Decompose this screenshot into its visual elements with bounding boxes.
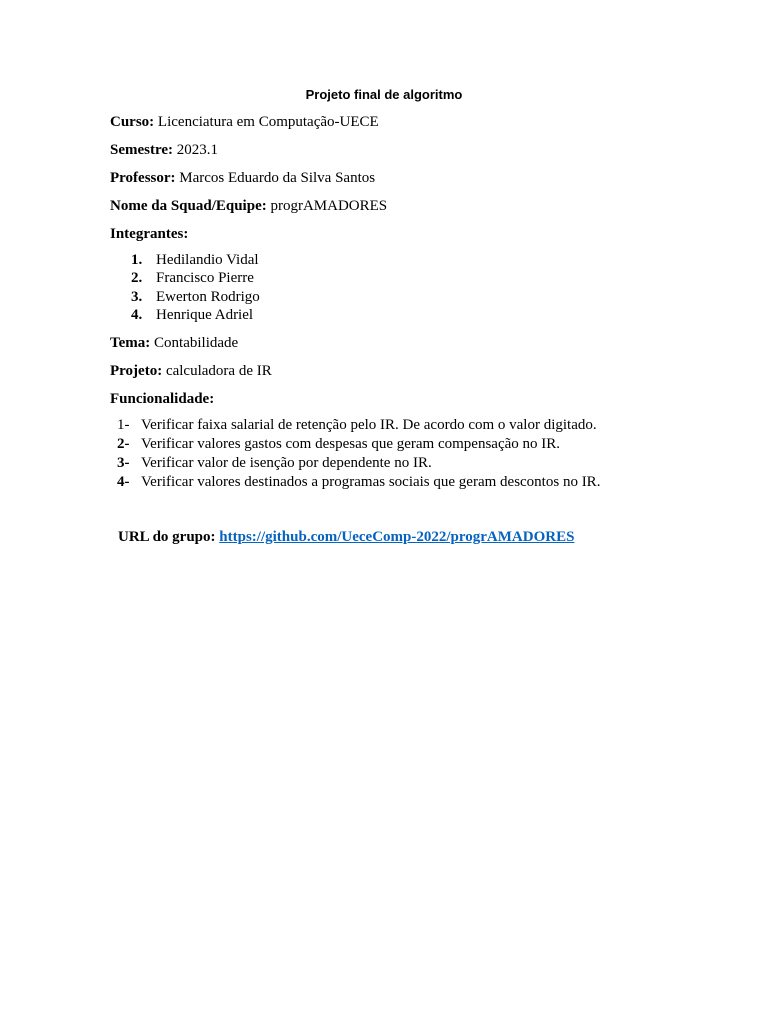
- integrantes-list: [131, 251, 260, 324]
- list-item-number: 2-: [117, 436, 130, 452]
- squad-value: progrAMADORES: [270, 198, 388, 214]
- member-name: Ewerton Rodrigo: [156, 288, 260, 305]
- curso-label: Curso:: [110, 114, 155, 130]
- member-name: Hedilandio Vidal: [156, 252, 259, 268]
- funcionalidade-heading: [110, 389, 214, 409]
- professor-field: [110, 168, 375, 188]
- url-field: [118, 527, 574, 547]
- tema-label: Tema:: [110, 335, 151, 351]
- list-item-number: 2.: [131, 270, 143, 287]
- professor-value: Marcos Eduardo da Silva Santos: [179, 170, 376, 186]
- semestre-field: [110, 140, 218, 160]
- projeto-field: [110, 361, 272, 381]
- list-item-number: 1.: [131, 252, 143, 268]
- feature-text: Verificar faixa salarial de retenção pelo IR. De acordo com o valor digitado.: [141, 417, 597, 433]
- tema-value: Contabilidade: [154, 335, 239, 351]
- list-item: [131, 269, 260, 287]
- url-label: URL do grupo:: [118, 529, 216, 545]
- list-item-number: 3.: [131, 288, 143, 305]
- list-item: [117, 454, 600, 473]
- funcionalidade-label: Funcionalidade:: [110, 391, 215, 407]
- integrantes-label: Integrantes:: [110, 226, 189, 242]
- feature-text: Verificar valor de isenção por dependente no IR.: [141, 455, 432, 471]
- squad-field: [110, 196, 387, 216]
- funcionalidade-list: [117, 416, 600, 492]
- list-item: [117, 416, 600, 435]
- list-item: [131, 306, 260, 324]
- projeto-label: Projeto:: [110, 363, 163, 379]
- feature-text: Verificar valores gastos com despesas que geram compensação no IR.: [141, 436, 561, 452]
- projeto-value: calculadora de IR: [165, 363, 272, 379]
- member-name: Henrique Adriel: [156, 306, 254, 323]
- list-item-number: 4-: [117, 474, 130, 490]
- list-item: [131, 251, 260, 269]
- member-name: Francisco Pierre: [156, 270, 254, 287]
- squad-label: Nome da Squad/Equipe:: [110, 198, 267, 214]
- curso-field: [110, 112, 379, 132]
- feature-text: Verificar valores destinados a programas sociais que geram descontos no IR.: [141, 474, 601, 490]
- list-item: [117, 473, 600, 492]
- document-title: Projeto final de algoritmo: [305, 87, 463, 102]
- curso-value: Licenciatura em Computação-UECE: [157, 114, 379, 130]
- list-item-number: 1-: [117, 417, 130, 433]
- list-item: [131, 288, 260, 306]
- tema-field: [110, 333, 238, 353]
- list-item-number: 4.: [131, 306, 143, 323]
- list-item: [117, 435, 600, 454]
- integrantes-heading: [110, 224, 188, 244]
- professor-label: Professor:: [110, 170, 176, 186]
- github-link[interactable]: https://github.com/UeceComp-2022/progrAMADORES: [219, 529, 575, 545]
- list-item-number: 3-: [117, 455, 130, 471]
- semestre-label: Semestre:: [110, 142, 174, 158]
- semestre-value: 2023.1: [176, 142, 219, 158]
